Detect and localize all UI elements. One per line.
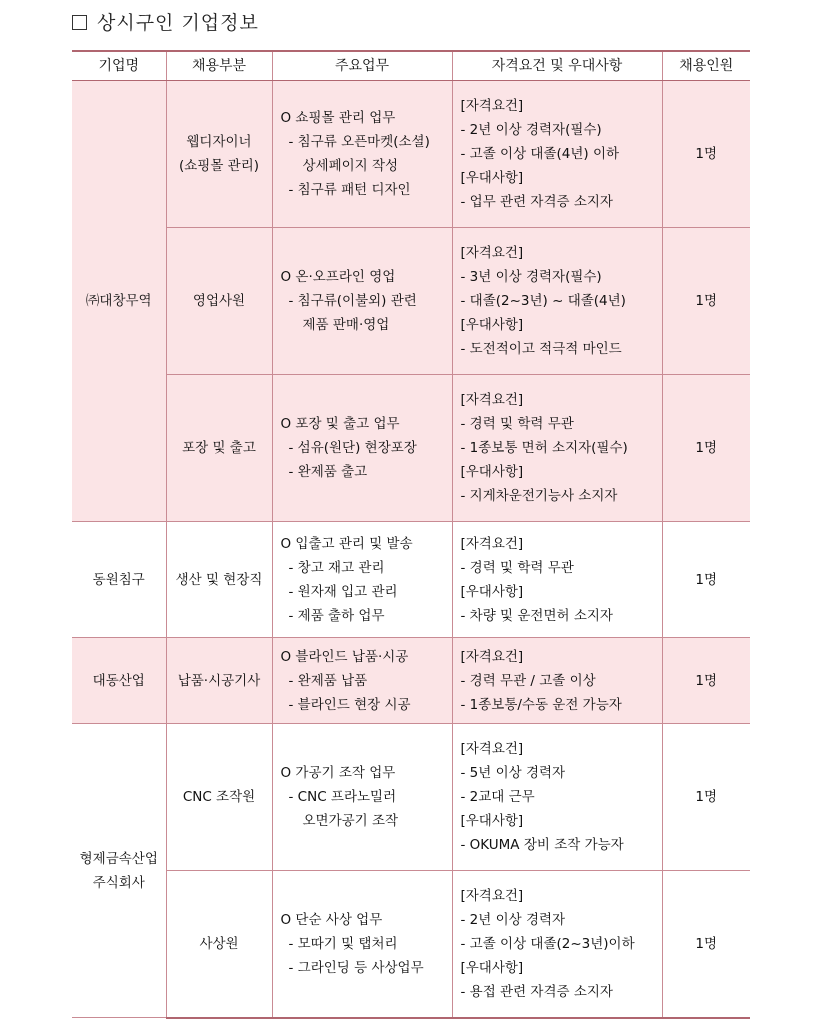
qual-line: [자격요건]: [460, 98, 524, 114]
position-cell: [166, 375, 272, 522]
headcount-cell: 1명: [662, 375, 750, 522]
position-cell: [166, 228, 272, 375]
duty-line: - 침구류 패턴 디자인: [288, 182, 411, 198]
position-name: (쇼핑몰 관리): [178, 158, 260, 174]
duties-cell: [272, 871, 452, 1018]
company-name: 동원침구: [92, 571, 145, 588]
header-duties: 주요업무: [272, 51, 452, 81]
duty-line: - CNC 프라노밀러: [288, 789, 397, 805]
duty-line: - 그라인딩 등 사상업무: [288, 959, 424, 976]
duty-line: - 완제품 납품: [288, 672, 368, 689]
company-name: 주식회사: [92, 874, 145, 891]
qualifications-cell: [452, 522, 662, 638]
duties-cell: [272, 638, 452, 724]
headcount-cell: 1명: [662, 522, 750, 638]
headcount-cell: 1명: [662, 638, 750, 724]
duties-cell: [272, 375, 452, 522]
duty-line: 제품 판매·영업: [302, 317, 390, 333]
headcount-cell: 1명: [662, 228, 750, 375]
duties-cell: [272, 522, 452, 638]
qual-line: [우대사항]: [460, 464, 524, 480]
position-name: 사상원: [199, 935, 239, 952]
position-cell: [166, 638, 272, 724]
company-cell: [72, 522, 166, 638]
header-qualifications: 자격요건 및 우대사항: [452, 51, 662, 81]
duty-line: - 완제품 출고: [288, 464, 368, 480]
qual-line: - 차량 및 운전면허 소지자: [460, 607, 613, 624]
duties-cell: [272, 228, 452, 375]
qual-line: - 고졸 이상 대졸(2~3년)이하: [460, 935, 635, 952]
duty-line: 상세페이지 작성: [302, 158, 399, 174]
duty-line: - 섬유(원단) 현장포장: [288, 440, 417, 456]
duty-line: - 블라인드 현장 시공: [288, 696, 411, 713]
qual-line: [자격요건]: [460, 741, 524, 757]
duty-line: 오면가공기 조작: [302, 813, 399, 829]
qual-line: [자격요건]: [460, 392, 524, 408]
duty-line: O 단순 사상 업무: [280, 911, 383, 928]
table-row: [72, 522, 750, 638]
qual-line: - 용접 관련 자격증 소지자: [460, 983, 613, 1000]
duty-line: - 침구류 오픈마켓(소셜): [288, 134, 430, 150]
page-title: [72, 8, 259, 35]
duty-line: O 온·오프라인 영업: [280, 269, 396, 285]
table-row: [72, 228, 750, 375]
qual-line: - 2교대 근무: [460, 789, 535, 805]
duty-line: O 입출고 관리 및 발송: [280, 535, 413, 552]
qualifications-cell: [452, 724, 662, 871]
duty-line: - 창고 재고 관리: [288, 559, 385, 576]
qual-line: - 1종보통/수동 운전 가능자: [460, 696, 622, 713]
qualifications-cell: [452, 871, 662, 1018]
qual-line: - 3년 이상 경력자(필수): [460, 269, 602, 285]
qual-line: - 고졸 이상 대졸(4년) 이하: [460, 146, 620, 162]
headcount-cell: 1명: [662, 871, 750, 1018]
qualifications-cell: [452, 228, 662, 375]
qualifications-cell: [452, 638, 662, 724]
header-company: 기업명: [72, 51, 166, 81]
duty-line: - 모따기 및 탭처리: [288, 935, 398, 952]
position-name: 포장 및 출고: [182, 440, 256, 456]
qual-line: - 대졸(2~3년) ~ 대졸(4년): [460, 293, 626, 309]
qual-line: [자격요건]: [460, 887, 524, 904]
qualifications-cell: [452, 81, 662, 228]
qual-line: [우대사항]: [460, 583, 524, 600]
qual-line: - 경력 무관 / 고졸 이상: [460, 672, 596, 689]
table-header-row: [72, 51, 750, 81]
company-cell: [72, 638, 166, 724]
table-row: [72, 81, 750, 228]
position-name: 영업사원: [192, 293, 246, 309]
qual-line: - 2년 이상 경력자(필수): [460, 122, 602, 138]
duty-line: O 가공기 조작 업무: [280, 765, 396, 781]
qual-line: - 업무 관련 자격증 소지자: [460, 194, 613, 210]
table-row: [72, 375, 750, 522]
duty-line: - 침구류(이불외) 관련: [288, 293, 417, 309]
position-cell: [166, 522, 272, 638]
qual-line: [우대사항]: [460, 813, 524, 829]
company-name: 대동산업: [92, 672, 145, 689]
position-name: 생산 및 현장직: [175, 571, 263, 588]
square-bullet-icon: [72, 15, 87, 30]
qual-line: [자격요건]: [460, 535, 524, 552]
duty-line: - 제품 출하 업무: [288, 607, 385, 624]
qual-line: [우대사항]: [460, 959, 524, 976]
qual-line: - 경력 및 학력 무관: [460, 416, 574, 432]
header-position: 채용부분: [166, 51, 272, 81]
qual-line: - 2년 이상 경력자: [460, 911, 566, 928]
qual-line: - OKUMA 장비 조작 가능자: [460, 837, 624, 853]
qual-line: [우대사항]: [460, 170, 524, 186]
page-title-text: 상시구인 기업정보: [97, 12, 259, 34]
qual-line: - 5년 이상 경력자: [460, 765, 566, 781]
duty-line: O 블라인드 납품·시공: [280, 648, 409, 665]
company-cell: [72, 724, 166, 1018]
qual-line: [우대사항]: [460, 317, 524, 333]
qual-line: [자격요건]: [460, 245, 524, 261]
headcount-cell: 1명: [662, 81, 750, 228]
table-row: [72, 871, 750, 1018]
table-row: [72, 638, 750, 724]
job-listing-table: [72, 50, 750, 1019]
duty-line: - 원자재 입고 관리: [288, 583, 398, 600]
qual-line: [자격요건]: [460, 648, 524, 665]
position-cell: [166, 871, 272, 1018]
position-cell: [166, 724, 272, 871]
qual-line: - 지게차운전기능사 소지자: [460, 488, 618, 504]
table-row: [72, 724, 750, 871]
qualifications-cell: [452, 375, 662, 522]
position-name: 웹디자이너: [186, 134, 252, 150]
headcount-cell: 1명: [662, 724, 750, 871]
duties-cell: [272, 724, 452, 871]
position-name: 납품·시공기사: [177, 672, 261, 689]
duty-line: O 쇼핑몰 관리 업무: [280, 110, 396, 126]
company-name: 형제금속산업: [79, 850, 158, 867]
position-name: CNC 조작원: [182, 789, 256, 805]
company-cell: [72, 81, 166, 522]
company-name: ㈜대창무역: [85, 293, 152, 309]
duties-cell: [272, 81, 452, 228]
position-cell: [166, 81, 272, 228]
qual-line: - 경력 및 학력 무관: [460, 559, 574, 576]
header-headcount: 채용인원: [662, 51, 750, 81]
duty-line: O 포장 및 출고 업무: [280, 416, 400, 432]
qual-line: - 도전적이고 적극적 마인드: [460, 341, 622, 357]
qual-line: - 1종보통 면허 소지자(필수): [460, 440, 628, 456]
